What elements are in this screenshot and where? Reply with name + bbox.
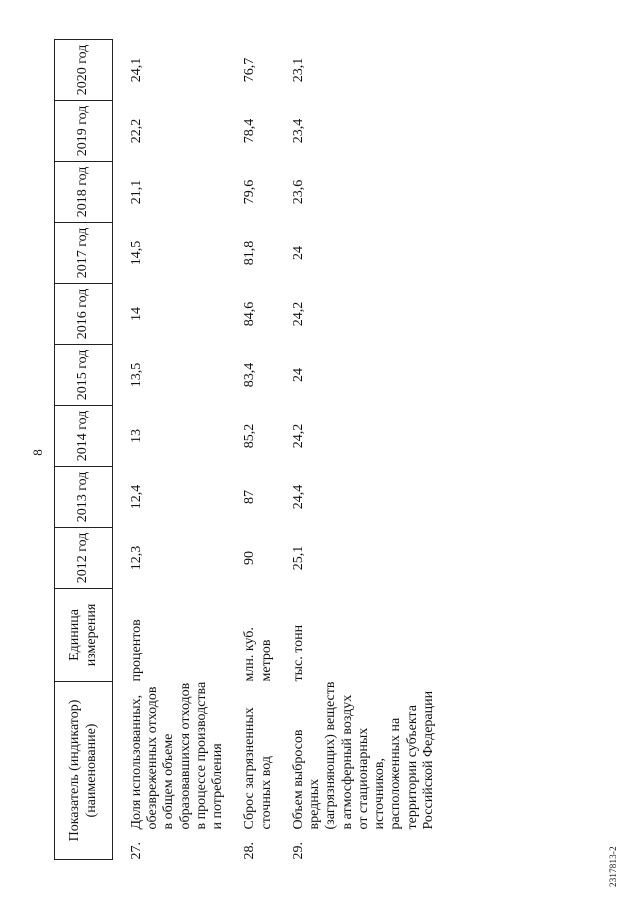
header-year-2020: 2020 год bbox=[55, 39, 113, 100]
document-code: 2317813-2 bbox=[608, 846, 618, 887]
header-unit: Единица измерения bbox=[55, 588, 113, 681]
row-value: 12,4 bbox=[129, 484, 144, 510]
row-value: 85,2 bbox=[242, 423, 258, 449]
indicators-table bbox=[54, 39, 437, 860]
row-value: 23,6 bbox=[290, 179, 306, 205]
table-row bbox=[129, 39, 226, 859]
header-year-2014: 2014 год bbox=[55, 405, 113, 466]
row-value: 13,5 bbox=[129, 362, 144, 388]
row-value: 84,6 bbox=[242, 301, 258, 327]
header-year-2013: 2013 год bbox=[55, 466, 113, 527]
row-value: 13 bbox=[129, 428, 144, 443]
row-unit: процентов bbox=[129, 619, 144, 682]
table-row bbox=[242, 39, 274, 859]
row-value: 24 bbox=[290, 367, 306, 382]
row-value: 23,4 bbox=[290, 118, 306, 144]
page-number: 8 bbox=[30, 449, 45, 456]
row-value: 24,2 bbox=[290, 301, 306, 327]
header-year-2016: 2016 год bbox=[55, 283, 113, 344]
row-value: 79,6 bbox=[242, 179, 258, 205]
row-unit: млн. куб. метров bbox=[242, 627, 274, 682]
row-value: 24,4 bbox=[290, 484, 306, 510]
row-number: 29. bbox=[290, 842, 306, 860]
row-indicator-name: Сброс загрязненных сточных вод bbox=[242, 707, 274, 830]
row-value: 76,7 bbox=[242, 57, 258, 83]
row-value: 24 bbox=[290, 245, 306, 260]
row-value: 24,1 bbox=[129, 57, 144, 83]
row-unit: тыс. тонн bbox=[290, 624, 306, 682]
row-value: 22,2 bbox=[129, 118, 144, 144]
header-indicator: Показатель (индикатор) (наименование) bbox=[55, 681, 113, 859]
row-number: 27. bbox=[129, 842, 144, 860]
header-year-2019: 2019 год bbox=[55, 100, 113, 161]
header-year-2015: 2015 год bbox=[55, 344, 113, 405]
row-value: 25,1 bbox=[290, 545, 306, 571]
row-value: 12,3 bbox=[129, 545, 144, 571]
row-value: 14,5 bbox=[129, 240, 144, 266]
row-value: 87 bbox=[242, 489, 258, 504]
row-value: 83,4 bbox=[242, 362, 258, 388]
row-value: 24,2 bbox=[290, 423, 306, 449]
header-year-2012: 2012 год bbox=[55, 527, 113, 588]
row-number: 28. bbox=[242, 842, 258, 860]
row-value: 90 bbox=[242, 550, 258, 565]
row-value: 21,1 bbox=[129, 179, 144, 205]
table-header-row bbox=[55, 39, 113, 859]
header-year-2018: 2018 год bbox=[55, 161, 113, 222]
row-value: 78,4 bbox=[242, 118, 258, 144]
row-indicator-name: Доля использованных, обезвреженных отходов в общем объеме образовавшихся отходов в процессе производства и потребления bbox=[129, 681, 226, 830]
row-value: 81,8 bbox=[242, 240, 258, 266]
header-year-2017: 2017 год bbox=[55, 222, 113, 283]
row-value: 14 bbox=[129, 306, 144, 321]
table-row bbox=[291, 39, 437, 859]
row-value: 23,1 bbox=[290, 57, 306, 83]
row-indicator-name: Объем выбросов вредных (загрязняющих) веществ в атмосферный воздух от стационарных источников, расположенных на территории субъекта Российской Федерации bbox=[290, 681, 436, 830]
